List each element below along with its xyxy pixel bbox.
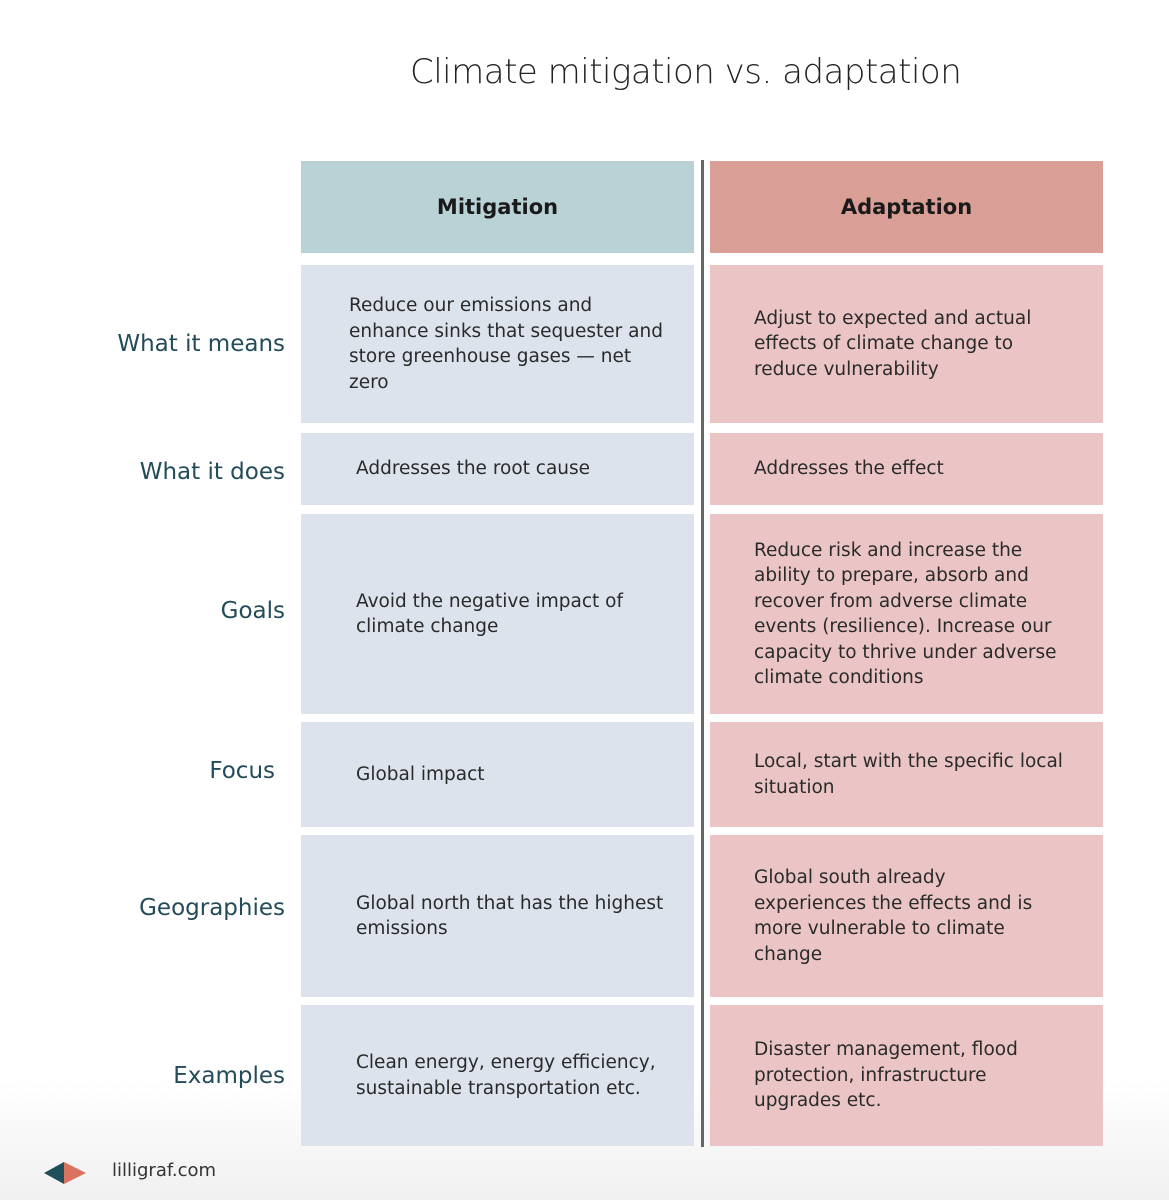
column-divider <box>701 160 704 1147</box>
mitigation-cell: Global impact <box>301 722 694 827</box>
adaptation-cell: Adjust to expected and actual effects of climate change to reduce vulnerability <box>710 265 1103 423</box>
mitigation-cell: Addresses the root cause <box>301 433 694 505</box>
adaptation-cell: Addresses the effect <box>710 433 1103 505</box>
footer-site-link[interactable]: lilligraf.com <box>112 1160 217 1181</box>
mitigation-cell: Clean energy, energy efficiency, sustainable transportation etc. <box>301 1005 694 1146</box>
mitigation-cell: Avoid the negative impact of climate change <box>301 514 694 714</box>
page-title: Climate mitigation vs. adaptation <box>410 52 962 92</box>
adaptation-header: Adaptation <box>710 161 1103 253</box>
row-label: Focus <box>209 758 275 784</box>
adaptation-cell: Disaster management, flood protection, infrastructure upgrades etc. <box>710 1005 1103 1146</box>
row-label: What it means <box>117 331 285 357</box>
adaptation-cell: Reduce risk and increase the ability to prepare, absorb and recover from adverse climate events (resilience). Increase our capacity to thrive under adverse climate conditions <box>710 514 1103 714</box>
adaptation-cell: Global south already experiences the effects and is more vulnerable to climate change <box>710 835 1103 997</box>
row-label: Goals <box>220 598 285 624</box>
mitigation-header: Mitigation <box>301 161 694 253</box>
row-label: What it does <box>139 459 285 485</box>
adaptation-cell: Local, start with the specific local situation <box>710 722 1103 827</box>
mitigation-cell: Global north that has the highest emissions <box>301 835 694 997</box>
row-label: Examples <box>173 1062 285 1089</box>
row-label: Geographies <box>139 895 285 921</box>
lilligraf-logo-icon <box>44 1160 86 1186</box>
mitigation-cell: Reduce our emissions and enhance sinks that sequester and store greenhouse gases — net zero <box>301 265 694 423</box>
